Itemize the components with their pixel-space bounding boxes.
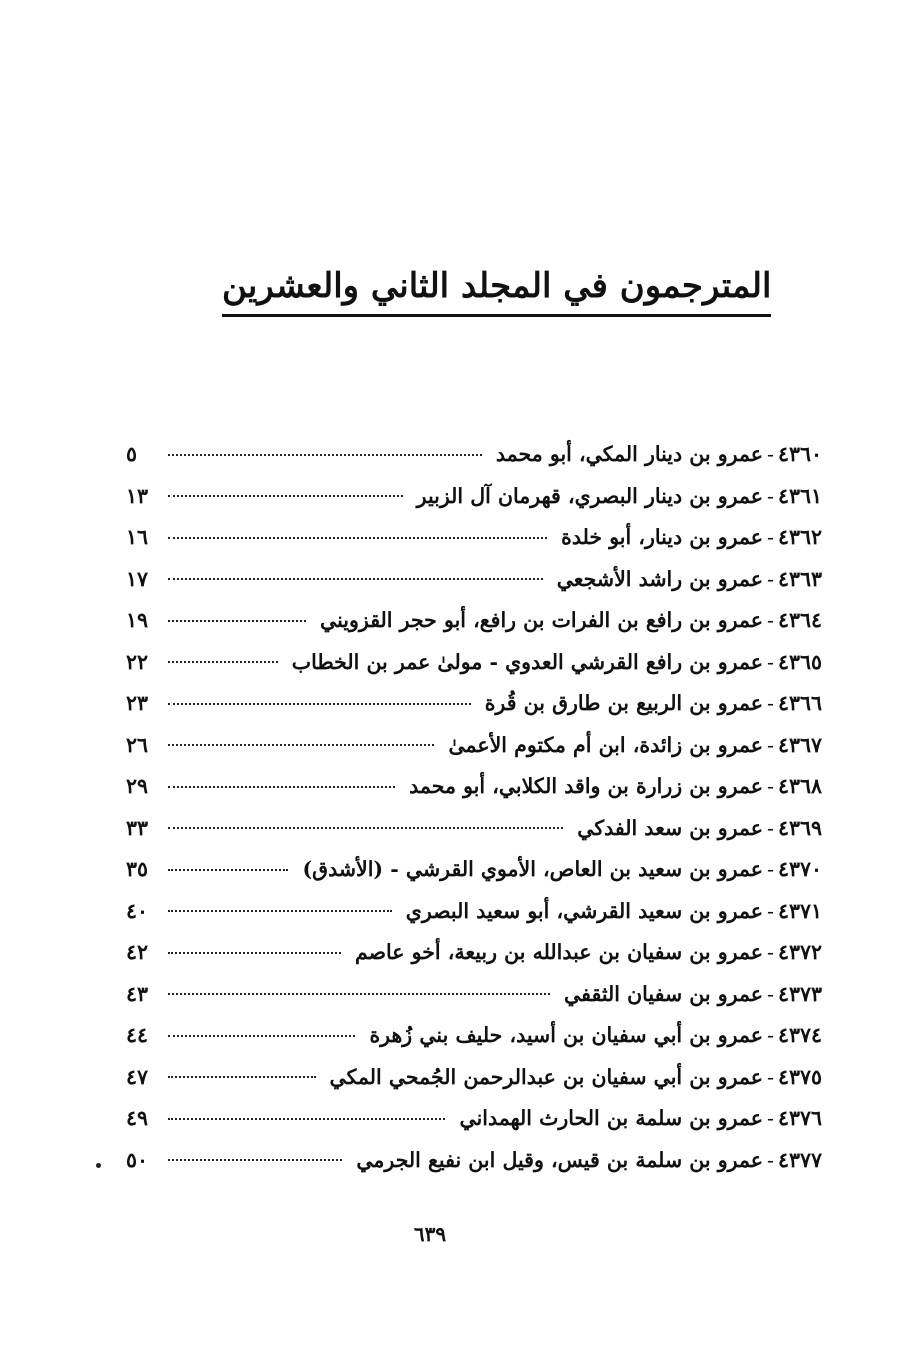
entry-separator: - [767,1023,774,1047]
entry-page-number: ٤٩ [126,1106,149,1130]
entry-name: عمرو بن زائدة، ابن أم مكتوم الأعمىٰ [448,732,764,757]
toc-entry [126,1057,822,1099]
entry-number: ٤٣٦٥ [777,649,822,674]
entry-name: عمرو بن سعيد القرشي، أبو سعيد البصري [405,898,764,923]
toc-entry [126,642,822,684]
entry-number: ٤٣٧٠ [777,857,822,881]
entry-page-number: ٤٢ [126,940,149,964]
entry-separator: - [767,649,774,674]
toc-entry [126,434,822,476]
entry-number: ٤٣٧٤ [777,1023,822,1047]
entry-page-number: ٥٠ [126,1147,149,1172]
entry-number: ٤٣٦٣ [777,566,822,591]
leader-dots [168,537,547,539]
stray-ink-mark [96,1163,101,1168]
toc-entry [126,891,822,933]
leader-dots [168,578,543,580]
leader-dots [168,495,403,497]
entry-page-number: ٢٣ [126,691,149,715]
entry-separator: - [767,442,774,466]
leader-dots [168,993,550,995]
entry-page-number: ١٣ [126,483,149,508]
entry-page-number: ١٩ [126,608,149,632]
entry-separator: - [767,483,774,508]
entry-name: عمرو بن دينار المكي، أبو محمد [495,442,764,466]
leader-dots [168,1118,445,1120]
toc-entry [126,932,822,974]
entry-name: عمرو بن دينار البصري، قهرمان آل الزبير [416,483,764,508]
toc-entry [126,974,822,1016]
leader-dots [168,620,306,622]
entry-page-number: ٢٢ [126,649,149,674]
toc-entry [126,476,822,518]
entry-separator: - [767,1106,774,1130]
entry-name: عمرو بن سعد الفدكي [577,815,764,840]
leader-dots [168,786,395,788]
entry-name: عمرو بن سفيان الثقفي [564,981,764,1006]
toc-entry [126,766,822,808]
entry-separator: - [767,732,774,757]
toc-entry [126,808,822,850]
title-block [222,262,772,317]
toc-entry [126,683,822,725]
entry-number: ٤٣٧٦ [777,1106,822,1130]
entry-name: عمرو بن رافع بن الفرات بن رافع، أبو حجر القزويني [320,608,764,632]
entry-page-number: ٤٧ [126,1064,149,1089]
entry-name: عمرو بن دينار، أبو خلدة [561,525,764,549]
leader-dots [168,910,392,912]
entry-separator: - [767,815,774,840]
entry-separator: - [767,940,774,964]
entry-number: ٤٣٧٣ [777,981,822,1006]
leader-dots [168,703,471,705]
entry-number: ٤٣٦٢ [777,525,822,549]
page-title: المترجمون في المجلد الثاني والعشرين [222,262,771,317]
entry-separator: - [767,774,774,798]
table-of-contents [126,434,822,1181]
entry-name: عمرو بن سفيان بن عبدالله بن ربيعة، أخو عاصم [354,940,764,964]
entry-page-number: ٣٣ [126,815,149,840]
leader-dots [168,1035,355,1037]
entry-number: ٤٣٦٦ [777,691,822,715]
entry-number: ٤٣٧٧ [777,1147,822,1172]
entry-number: ٤٣٦٠ [777,442,822,466]
entry-page-number: ٣٥ [126,857,149,881]
entry-name: عمرو بن راشد الأشجعي [556,566,764,591]
entry-number: ٤٣٦٨ [777,774,822,798]
entry-number: ٤٣٦٧ [777,732,822,757]
entry-name: عمرو بن زرارة بن واقد الكلابي، أبو محمد [409,774,764,798]
entry-separator: - [767,1147,774,1172]
page-number: ٦٣٩ [413,1222,447,1246]
entry-name: عمرو بن الربيع بن طارق بن قُرة [484,691,764,715]
leader-dots [168,827,563,829]
leader-dots [168,661,278,663]
entry-separator: - [767,857,774,881]
toc-entry [126,600,822,642]
toc-entry [126,849,822,891]
entry-name: عمرو بن رافع القرشي العدوي - مولىٰ عمر بن الخطاب [291,649,764,674]
entry-separator: - [767,525,774,549]
entry-page-number: ١٧ [126,566,149,591]
entry-page-number: ٤٠ [126,898,149,923]
entry-number: ٤٣٧٥ [777,1064,822,1089]
entry-separator: - [767,691,774,715]
toc-entry [126,1140,822,1182]
entry-separator: - [767,608,774,632]
entry-page-number: ٤٣ [126,981,149,1006]
entry-name: عمرو بن أبي سفيان بن عبدالرحمن الجُمحي المكي [329,1064,764,1089]
toc-entry [126,517,822,559]
toc-entry [126,725,822,767]
leader-dots [168,1159,342,1161]
leader-dots [168,1076,316,1078]
leader-dots [168,744,434,746]
toc-entry [126,1015,822,1057]
entry-name: عمرو بن سعيد بن العاص، الأموي القرشي - (الأشدق) [302,857,764,881]
entry-page-number: ٤٤ [126,1023,149,1047]
entry-separator: - [767,1064,774,1089]
toc-entry [126,1098,822,1140]
entry-number: ٤٣٦٤ [777,608,822,632]
toc-entry [126,559,822,601]
leader-dots [168,952,341,954]
entry-page-number: ٥ [126,442,138,466]
entry-separator: - [767,898,774,923]
entry-page-number: ٢٦ [126,732,149,757]
entry-page-number: ٢٩ [126,774,149,798]
leader-dots [168,869,288,871]
entry-name: عمرو بن أبي سفيان بن أسيد، حليف بني زُهرة [369,1023,764,1047]
entry-page-number: ١٦ [126,525,149,549]
entry-name: عمرو بن سلمة بن الحارث الهمداني [459,1106,764,1130]
entry-separator: - [767,981,774,1006]
entry-number: ٤٣٧١ [777,898,822,923]
leader-dots [168,454,482,456]
entry-number: ٤٣٦٩ [777,815,822,840]
entry-number: ٤٣٦١ [777,483,822,508]
entry-separator: - [767,566,774,591]
entry-number: ٤٣٧٢ [777,940,822,964]
entry-name: عمرو بن سلمة بن قيس، وقيل ابن نفيع الجرمي [356,1147,764,1172]
